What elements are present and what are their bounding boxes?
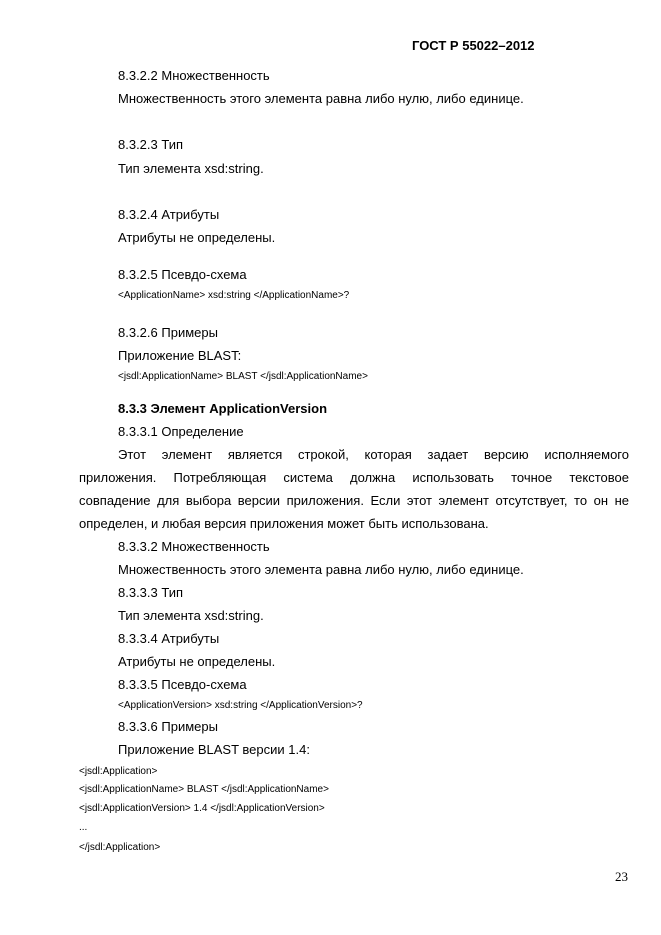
paragraph: Приложение BLAST версии 1.4: (118, 742, 310, 757)
definition-line: Этот элемент является строкой, которая задает версию исполняемого (118, 447, 629, 462)
section-title: 8.3.3 Элемент ApplicationVersion (118, 401, 328, 416)
section-heading: 8.3.3.4 Атрибуты (118, 631, 220, 646)
code-line: <ApplicationVersion> xsd:string </ApplicationVersion>? (118, 700, 363, 711)
section-heading: 8.3.2.2 Множественность (118, 68, 270, 83)
paragraph: Тип элемента xsd:string. (118, 161, 264, 176)
definition-line: приложения. Потребляющая система должна использовать точное текстовое (79, 470, 629, 485)
paragraph: Тип элемента xsd:string. (118, 608, 264, 623)
paragraph: Атрибуты не определены. (118, 230, 276, 245)
code-line: <jsdl:ApplicationVersion> 1.4 </jsdl:ApplicationVersion> (79, 803, 325, 814)
section-heading: 8.3.2.4 Атрибуты (118, 207, 220, 222)
paragraph: Множественность этого элемента равна либо нулю, либо единице. (118, 91, 524, 106)
section-heading: 8.3.3.1 Определение (118, 424, 244, 439)
paragraph: Приложение BLAST: (118, 348, 242, 363)
section-heading: 8.3.2.3 Тип (118, 137, 184, 152)
section-heading: 8.3.3.2 Множественность (118, 539, 270, 554)
section-heading: 8.3.2.6 Примеры (118, 325, 218, 340)
definition-line: совпадение для выбора версии приложения. Если этот элемент отсутствует, то он не (79, 493, 629, 508)
code-line: <jsdl:ApplicationName> BLAST </jsdl:ApplicationName> (118, 371, 368, 382)
code-line: <jsdl:Application> (79, 766, 158, 777)
section-heading: 8.3.3.3 Тип (118, 585, 184, 600)
section-heading: 8.3.2.5 Псевдо-схема (118, 267, 247, 282)
section-heading: 8.3.3.6 Примеры (118, 719, 218, 734)
paragraph: Множественность этого элемента равна либо нулю, либо единице. (118, 562, 524, 577)
code-line: <ApplicationName> xsd:string </ApplicationName>? (118, 290, 350, 301)
section-heading: 8.3.3.5 Псевдо-схема (118, 677, 247, 692)
document-header: ГОСТ Р 55022–2012 (412, 38, 535, 53)
code-line: </jsdl:Application> (79, 842, 161, 853)
code-line: <jsdl:ApplicationName> BLAST </jsdl:ApplicationName> (79, 784, 329, 795)
page-number: 23 (615, 869, 628, 884)
code-line: ... (79, 822, 88, 833)
paragraph: Атрибуты не определены. (118, 654, 276, 669)
definition-line: определен, и любая версия приложения может быть использована. (79, 516, 489, 531)
